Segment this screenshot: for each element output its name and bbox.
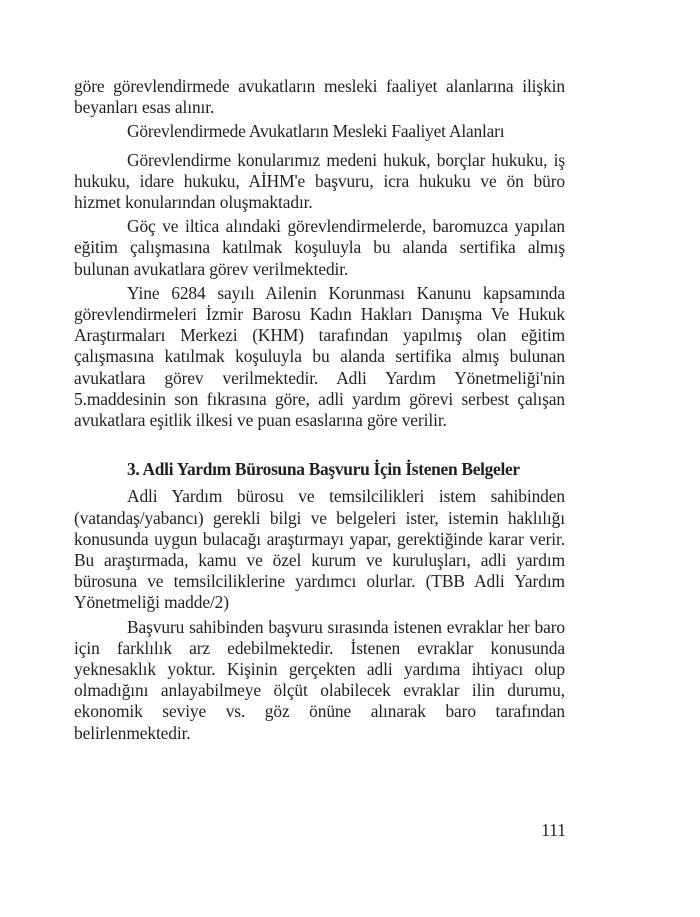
page-number: 111 [541,820,566,840]
section-subheading: Görevlendirmede Avukatların Mesleki Faaliyet Alanları [127,121,505,142]
page-body [74,76,565,747]
paragraph-assignment-topics: Görevlendirme konularımız medeni hukuk, borçlar hukuku, iş hukuku, idare hukuku, AİHM'e başvuru, icra hukuku ve ön büro hizmet konularından oluşmaktadır. [74,149,565,213]
paragraph-migration-asylum: Göç ve iltica alındaki görevlendirmelerde, baromuzca yapılan eğitim çalışmasına katılmak koşuluyla bu alanda sertifika almış bulunan avukatlara görev verilmektedir. [74,216,565,279]
paragraph-legal-aid-office: Adli Yardım bürosu ve temsilcilikleri istem sahibinden (vatandaş/yabancı) gerekli bilgi ve belgeleri ister, istemin haklılığı konusunda uygun bulacağı araştırmayı yapar, gerektiğinde karar verir. Bu araştırmada, kamu ve özel kurum ve kuruluşları, adli yardım bürosuna ve temsilciliklerine yardımcı olurlar. (TBB Adli Yardım Yönetmeliği madde/2) [74,486,565,613]
paragraph-law-6284: Yine 6284 sayılı Ailenin Korunması Kanunu kapsamında görevlendirmeleri İzmir Barosu Kadın Hakları Danışma Ve Hukuk Araştırmaları Merkezi (KHM) tarafından yapılmış olan eğitim çalışmasına katılmak koşuluyla bu alanda sertifika almış bulunan avukatlara görev verilmektedir. Adli Yardım Yönetmeliği'nin 5.maddesinin son fıkrasına göre, adli yardım görevi serbest çalışan avukatlara eşitlik ilkesi ve puan esaslarına göre verilir. [74,282,565,431]
paragraph-continuation: göre görevlendirmede avukatların mesleki faaliyet alanlarına ilişkin beyanları esas alınır. [74,76,565,118]
paragraph-required-documents: Başvuru sahibinden başvuru sırasında istenen evraklar her baro için farklılık arz edebilmektedir. İstenen evraklar konusunda yeknesaklık yoktur. Kişinin gerçekten adli yardıma ihtiyacı olup olmadığını anlayabilmeye ölçüt olabilecek evraklar ilin durumu, ekonomik seviye vs. göz önüne alınarak baro tarafından belirlenmektedir. [74,616,565,743]
section-heading: 3. Adli Yardım Bürosuna Başvuru İçin İstenen Belgeler [127,459,520,480]
